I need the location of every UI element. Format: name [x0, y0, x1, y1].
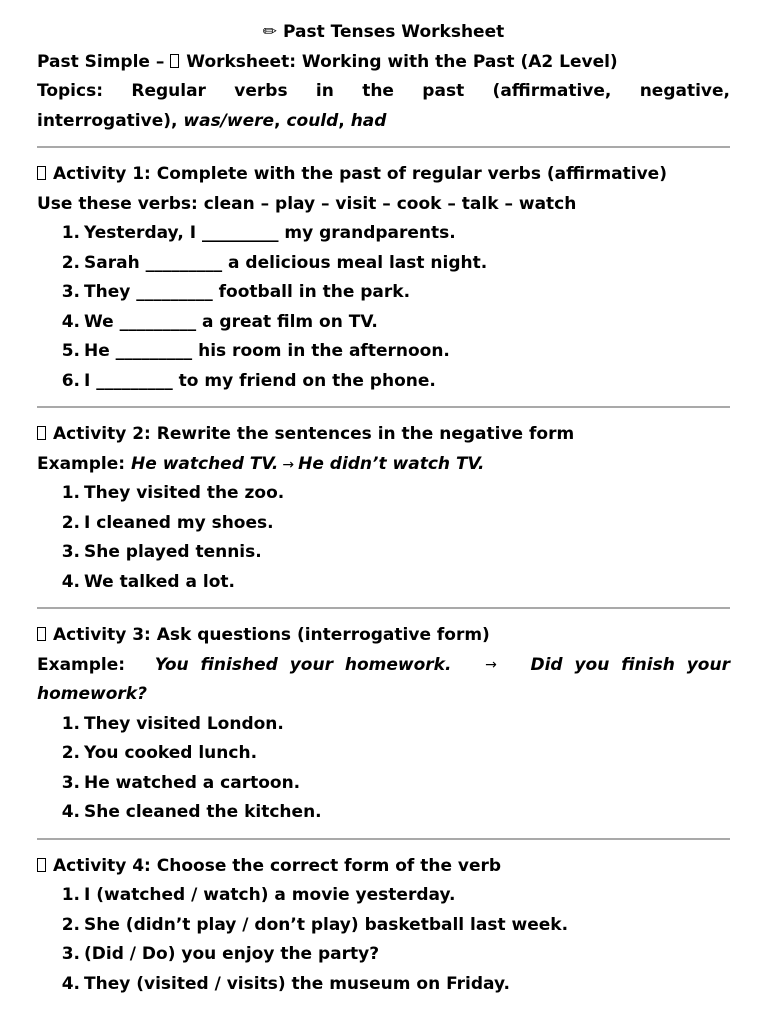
item-text: Yesterday, I _________ my grandparents. [84, 223, 456, 243]
example-from: You finished your homework. [154, 654, 452, 675]
item-number: 2. [61, 512, 80, 533]
item-number: 1. [61, 483, 80, 503]
list-item [37, 249, 730, 279]
example-to: Did you finish your [530, 654, 730, 675]
activity2-list [37, 479, 730, 597]
activity2-title: Activity 2: Rewrite the sentences in the negative form [53, 424, 575, 444]
list-item [37, 308, 730, 338]
topics-comma-1: , [274, 110, 287, 131]
pencil-icon: ✏ [262, 22, 278, 42]
item-number: 1. [61, 713, 80, 734]
topics-interrogative: interrogative), [37, 110, 178, 131]
item-text: I cleaned my shoes. [84, 512, 274, 533]
missing-glyph-box-icon [37, 858, 46, 872]
item-text: She cleaned the kitchen. [84, 802, 322, 822]
list-item [37, 710, 730, 740]
topics-could: could [286, 110, 339, 131]
item-number: 4. [61, 311, 80, 332]
item-number: 6. [61, 370, 80, 391]
item-text: They visited the zoo. [84, 483, 285, 503]
item-text: I (watched / watch) a movie yesterday. [84, 885, 456, 905]
list-item [37, 278, 730, 308]
missing-glyph-box-icon [37, 426, 46, 440]
item-text: They (visited / visits) the museum on Friday. [84, 973, 510, 994]
item-text: We talked a lot. [84, 571, 235, 592]
worksheet-page [37, 18, 730, 999]
item-number: 3. [61, 772, 80, 793]
subtitle-part1: Past Simple – [37, 51, 171, 72]
subtitle-part2: Worksheet: Working with the Past (A2 Level) [186, 51, 618, 72]
list-item [37, 940, 730, 970]
activity3-title: Activity 3: Ask questions (interrogative form) [53, 625, 490, 645]
item-text: They _________ football in the park. [84, 282, 411, 302]
item-number: 2. [61, 914, 80, 935]
divider [37, 406, 730, 408]
item-text: He watched a cartoon. [84, 772, 301, 793]
topics-was-were: was/were [183, 110, 275, 131]
activity3-example-line1 [37, 651, 730, 681]
list-item [37, 337, 730, 367]
item-text: They visited London. [84, 713, 284, 734]
item-text: You cooked lunch. [84, 743, 258, 763]
page-title: Past Tenses Worksheet [283, 22, 505, 42]
example-label: Example: [37, 654, 126, 675]
example-to-continued: homework? [37, 684, 147, 704]
item-number: 4. [61, 571, 80, 592]
activity1-verbs: Use these verbs: clean – play – visit – cook – talk – watch [37, 193, 577, 214]
list-item [37, 970, 730, 1000]
item-number: 1. [61, 223, 80, 243]
item-number: 3. [61, 542, 80, 562]
topics-line-1: Topics: Regular verbs in the past (affirmative, negative, [37, 81, 730, 101]
example-to: He didn’t watch TV. [298, 453, 485, 474]
item-number: 5. [61, 341, 80, 361]
arrow-icon: → [485, 656, 497, 673]
activity3-list [37, 710, 730, 828]
item-number: 4. [61, 802, 80, 822]
list-item [37, 769, 730, 799]
list-item [37, 479, 730, 509]
activity4-list [37, 881, 730, 999]
item-number: 1. [61, 885, 80, 905]
activity1-list [37, 219, 730, 396]
item-number: 4. [61, 973, 80, 994]
example-from: He watched TV. [131, 453, 279, 474]
list-item [37, 538, 730, 568]
item-text: He _________ his room in the afternoon. [84, 341, 450, 361]
item-text: She played tennis. [84, 542, 262, 562]
topics-comma-2: , [338, 110, 351, 131]
item-text: We _________ a great film on TV. [84, 311, 378, 332]
topics-had: had [350, 110, 387, 131]
missing-glyph-box-icon [37, 627, 46, 641]
activity2-title-row [37, 420, 730, 450]
item-number: 3. [61, 944, 80, 964]
item-text: Sarah _________ a delicious meal last night. [84, 252, 488, 273]
divider [37, 607, 730, 609]
list-item [37, 568, 730, 598]
subtitle-row [37, 48, 730, 78]
item-number: 2. [61, 743, 80, 763]
list-item [37, 367, 730, 397]
list-item [37, 219, 730, 249]
activity4-title-row [37, 852, 730, 882]
activity4-title: Activity 4: Choose the correct form of the verb [53, 855, 502, 876]
topics-line-2 [37, 107, 730, 137]
activity3-example-line2 [37, 680, 730, 710]
example-label: Example: [37, 453, 126, 474]
activity1-title-row [37, 160, 730, 190]
list-item [37, 911, 730, 941]
item-text: (Did / Do) you enjoy the party? [84, 944, 380, 964]
item-text: She (didn’t play / don’t play) basketball last week. [84, 914, 569, 935]
page-title-row [37, 18, 730, 48]
item-text: I _________ to my friend on the phone. [84, 370, 436, 391]
missing-glyph-box-icon [37, 166, 46, 180]
list-item [37, 881, 730, 911]
activity1-title: Activity 1: Complete with the past of regular verbs (affirmative) [53, 164, 667, 184]
list-item [37, 798, 730, 828]
missing-glyph-box-icon [170, 54, 179, 68]
list-item [37, 739, 730, 769]
divider [37, 146, 730, 148]
divider [37, 838, 730, 840]
activity3-title-row [37, 621, 730, 651]
item-number: 2. [61, 252, 80, 273]
list-item [37, 509, 730, 539]
activity2-example [37, 450, 730, 480]
item-number: 3. [61, 282, 80, 302]
arrow-icon: → [282, 456, 295, 473]
